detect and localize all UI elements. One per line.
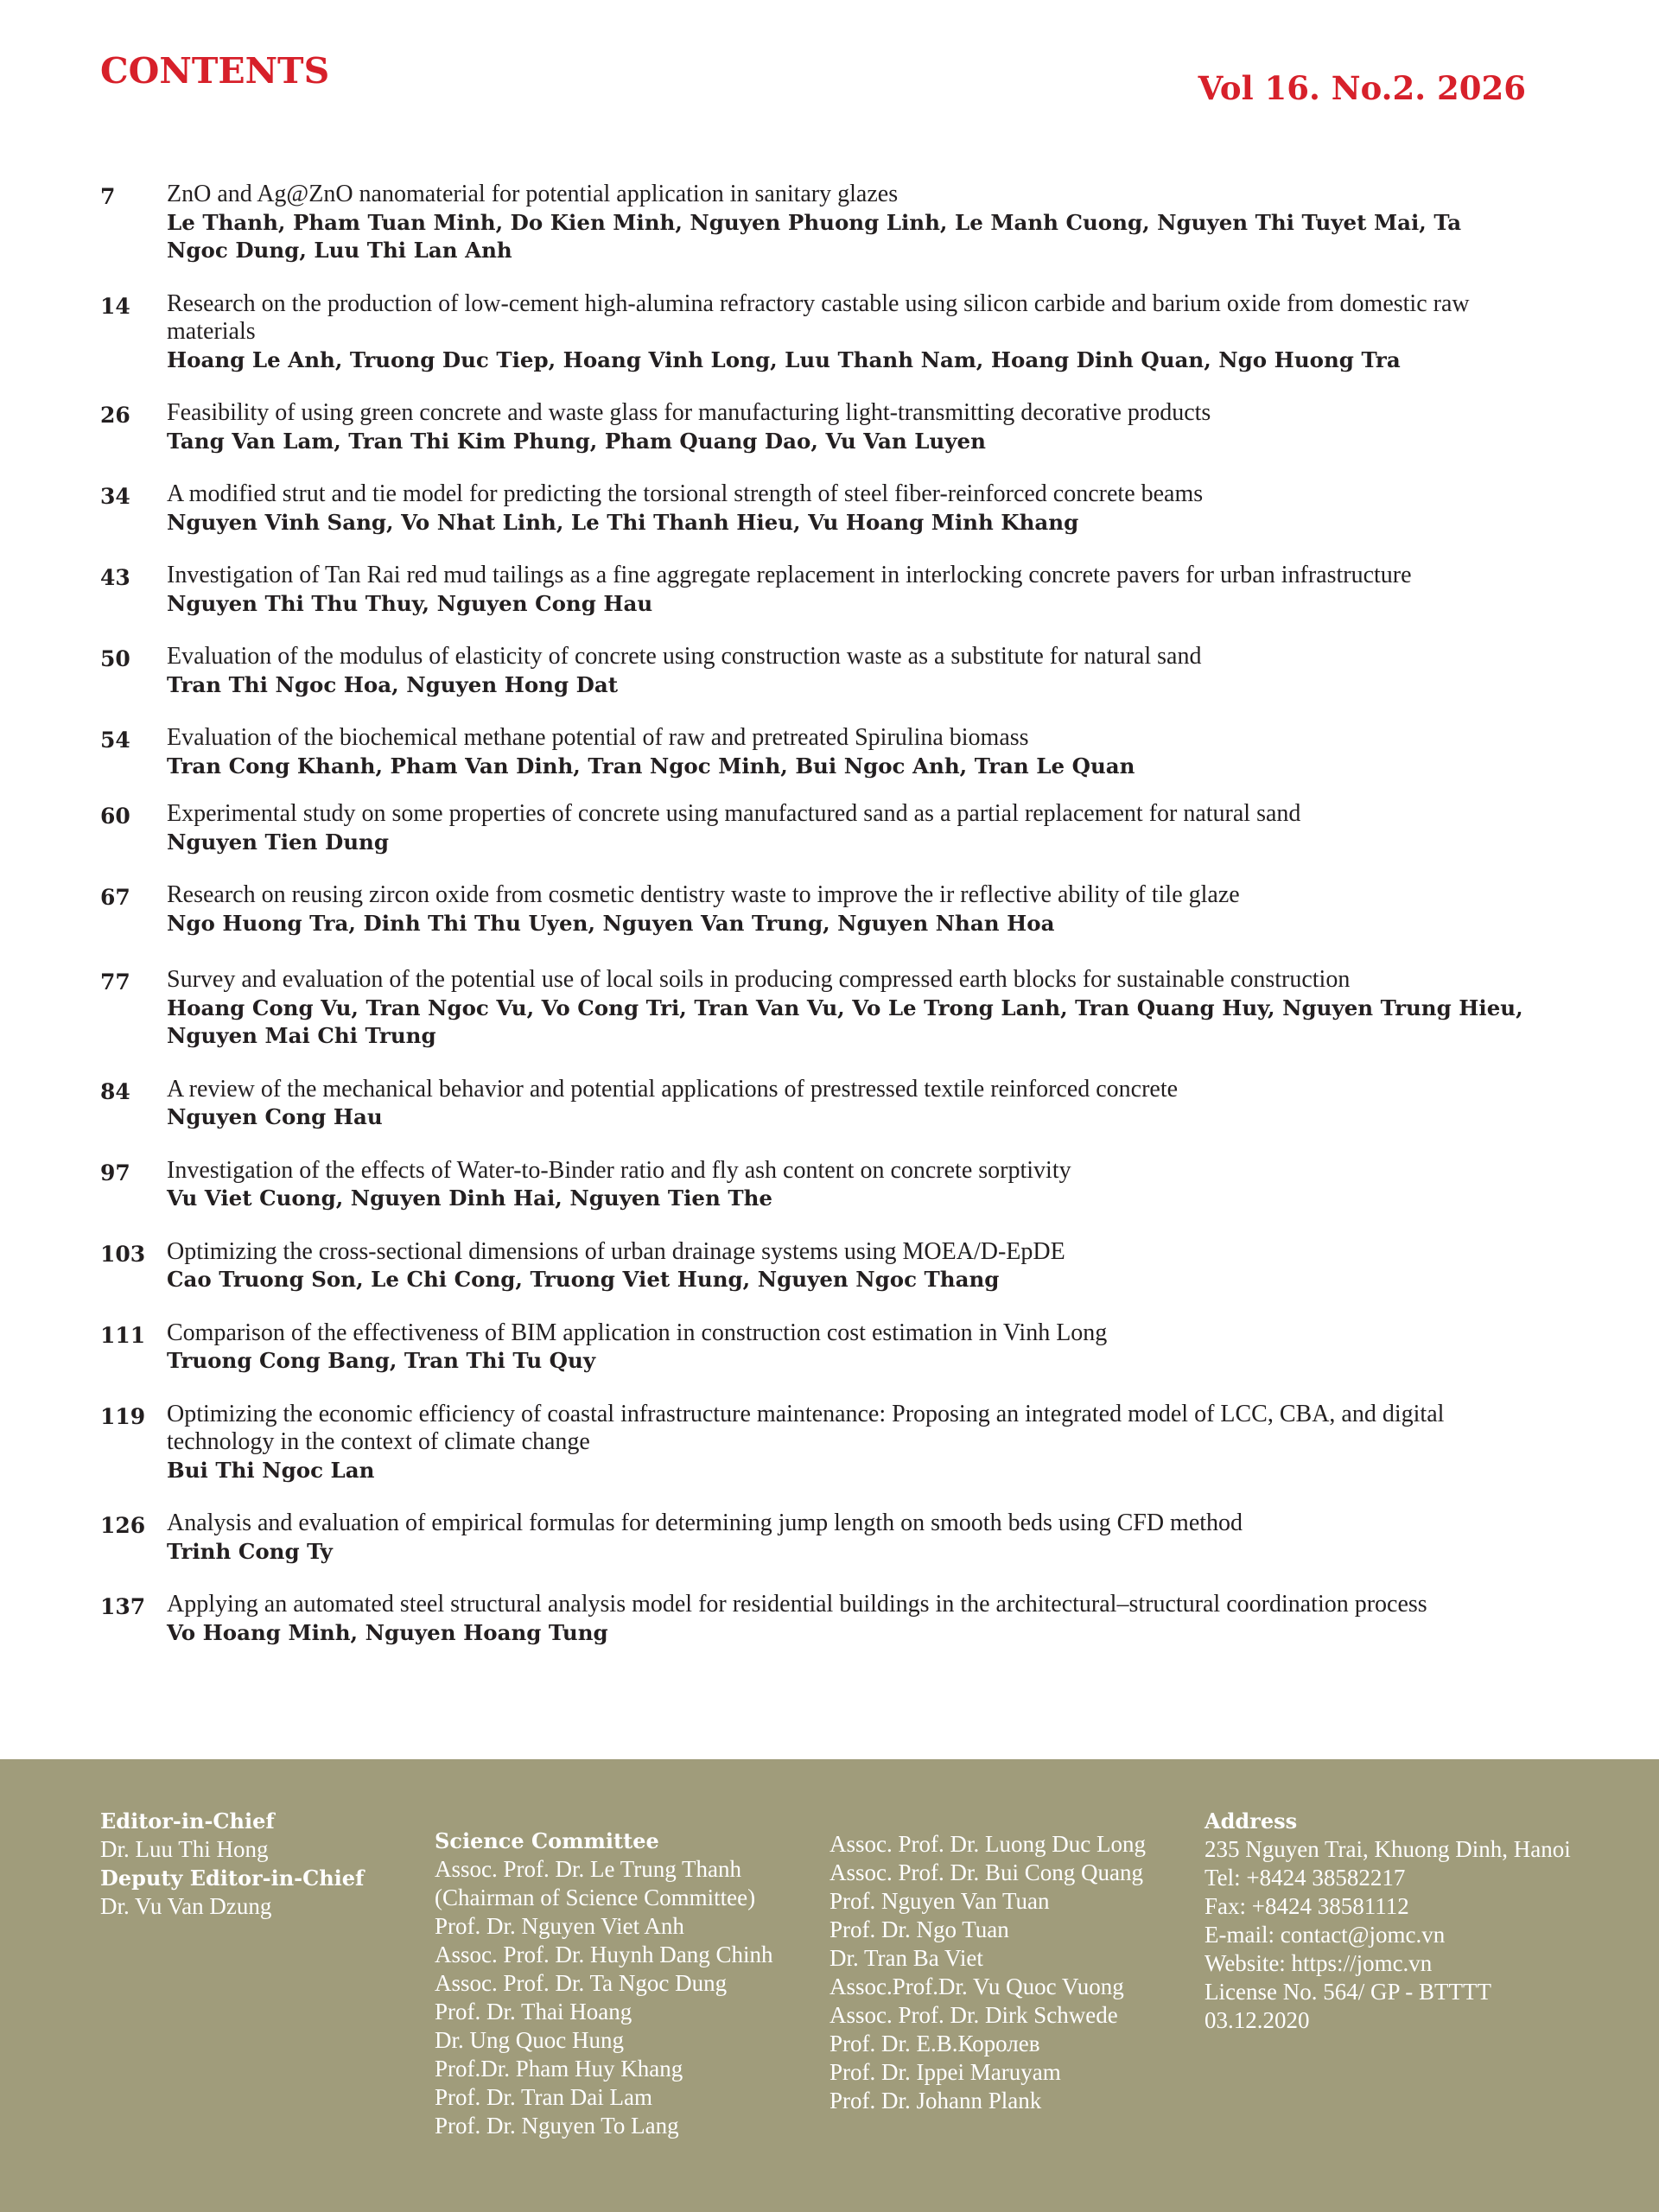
committee-member: Prof. Dr. Ngo Tuan [830,1916,1009,1942]
toc-entry-body [167,1401,1526,1485]
toc-entry [100,480,1526,537]
toc-entry [100,1401,1526,1485]
toc-article-authors: Nguyen Cong Hau [167,1104,383,1129]
committee-member: Prof. Dr. Nguyen Viet Anh [435,1913,684,1939]
page-title: CONTENTS [100,50,330,92]
science-committee-column-1 [435,1827,773,2140]
toc-article-title: Optimizing the economic efficiency of coastal infrastructure maintenance: Proposing an integrated model of LCC, CBA, and digital technology in the context of climate change [167,1400,1445,1455]
science-committee-label: Science Committee [435,1828,659,1853]
toc-entry-body [167,643,1526,699]
toc-article-title: Evaluation of the biochemical methane potential of raw and pretreated Spirulina biomass [167,724,1029,751]
toc-entry [100,399,1526,455]
toc-entry-body [167,881,1526,938]
toc-page-number: 54 [100,728,130,753]
toc-article-authors: Le Thanh, Pham Tuan Minh, Do Kien Minh, Nguyen Phuong Linh, Le Manh Cuong, Nguyen Thi Tuyet Mai, Ta Ngoc Dung, Luu Thi Lan Anh [167,209,1462,263]
address-column [1205,1807,1571,2035]
toc-entry-body [167,1510,1526,1566]
masthead-footer [0,1759,1659,2212]
toc-entry-body [167,724,1526,780]
toc-page-number: 60 [100,804,130,829]
toc-entry [100,643,1526,699]
toc-article-authors: Vo Hoang Minh, Nguyen Hoang Tung [167,1619,608,1645]
committee-member: Dr. Tran Ba Viet [830,1945,983,1971]
toc-entry-body [167,181,1526,265]
toc-page-number: 26 [100,403,130,428]
toc-article-authors: Bui Thi Ngoc Lan [167,1457,375,1483]
committee-member: Prof. Dr. Nguyen To Lang [435,2113,679,2139]
toc-article-authors: Ngo Huong Tra, Dinh Thi Thu Uyen, Nguyen Van Trung, Nguyen Nhan Hoa [167,910,1055,936]
toc-page-number: 34 [100,484,130,509]
toc-entry-body [167,1076,1526,1132]
toc-article-title: ZnO and Ag@ZnO nanomaterial for potential application in sanitary glazes [167,181,899,207]
toc-page-number: 126 [100,1513,146,1538]
toc-article-authors: Cao Truong Son, Le Chi Cong, Truong Viet Hung, Nguyen Ngoc Thang [167,1267,1000,1292]
toc-page-number: 77 [100,969,130,995]
editor-in-chief-label: Editor-in-Chief [100,1808,275,1834]
toc-entry [100,290,1526,375]
toc-article-title: Investigation of the effects of Water-to-Binder ratio and fly ash content on concrete sorptivity [167,1156,1071,1184]
address-line: Tel: +8424 38582217 [1205,1865,1406,1891]
committee-member: (Chairman of Science Committee) [435,1885,756,1910]
toc-article-authors: Nguyen Vinh Sang, Vo Nhat Linh, Le Thi Thanh Hieu, Vu Hoang Minh Khang [167,509,1079,535]
committee-member: Assoc. Prof. Dr. Le Trung Thanh [435,1856,742,1882]
address-line: 03.12.2020 [1205,2007,1310,2033]
address-line: 235 Nguyen Trai, Khuong Dinh, Hanoi [1205,1836,1571,1862]
toc-article-authors: Tran Thi Ngoc Hoa, Nguyen Hong Dat [167,671,619,697]
volume-issue: Vol 16. No.2. 2026 [1198,69,1526,107]
toc-entry [100,966,1526,1051]
toc-entry [100,1238,1526,1294]
toc-entry [100,800,1526,856]
toc-article-title: Analysis and evaluation of empirical formulas for determining jump length on smooth beds using CFD method [167,1510,1243,1536]
toc-entry [100,1157,1526,1213]
toc-entry-body [167,800,1526,856]
toc-article-title: A modified strut and tie model for predicting the torsional strength of steel fiber-reinforced concrete beams [167,480,1204,507]
committee-member: Assoc. Prof. Dr. Huynh Dang Chinh [435,1942,773,1967]
toc-article-title: Evaluation of the modulus of elasticity of concrete using construction waste as a substitute for natural sand [167,643,1202,670]
committee-member: Prof. Dr. Ippei Maruyam [830,2059,1061,2085]
toc-article-authors: Trinh Cong Ty [167,1538,333,1564]
toc-page-number: 14 [100,293,130,319]
committee-member: Prof.Dr. Pham Huy Khang [435,2056,683,2082]
toc-article-authors: Vu Viet Cuong, Nguyen Dinh Hai, Nguyen Tien The [167,1185,772,1211]
committee-member: Assoc. Prof. Dr. Ta Ngoc Dung [435,1970,728,1996]
toc-article-title: Research on the production of low-cement high-alumina refractory castable using silicon carbide and barium oxide from domestic raw materials [167,289,1470,345]
toc-entry-body [167,966,1526,1051]
address-line: License No. 564/ GP - BTTTT [1205,1979,1491,2005]
toc-entry-body [167,290,1526,375]
address-line: Website: https://jomc.vn [1205,1950,1433,1976]
editors-column [100,1807,364,1921]
toc-article-title: A review of the mechanical behavior and potential applications of prestressed textile reinforced concrete [167,1075,1179,1103]
committee-member: Assoc. Prof. Dr. Bui Cong Quang [830,1859,1143,1885]
toc-entry-body [167,1238,1526,1294]
toc-page-number: 67 [100,885,130,910]
toc-page-number: 84 [100,1078,130,1104]
toc-page-number: 50 [100,646,130,671]
toc-entry-body [167,562,1526,618]
toc-entry-body [167,1157,1526,1213]
toc-page-number: 43 [100,565,130,590]
table-of-contents [100,181,1526,1647]
toc-article-title: Feasibility of using green concrete and waste glass for manufacturing light-transmitting decorative products [167,399,1211,426]
toc-article-authors: Hoang Le Anh, Truong Duc Tiep, Hoang Vinh Long, Luu Thanh Nam, Hoang Dinh Quan, Ngo Huong Tra [167,346,1401,372]
toc-article-authors: Tang Van Lam, Tran Thi Kim Phung, Pham Quang Dao, Vu Van Luyen [167,428,986,454]
deputy-editor-name: Dr. Vu Van Dzung [100,1893,272,1919]
toc-article-title: Experimental study on some properties of concrete using manufactured sand as a partial replacement for natural sand [167,800,1301,827]
address-label: Address [1205,1808,1298,1834]
toc-article-title: Comparison of the effectiveness of BIM application in construction cost estimation in Vinh Long [167,1319,1108,1346]
toc-entry-body [167,399,1526,455]
toc-article-authors: Truong Cong Bang, Tran Thi Tu Quy [167,1348,596,1373]
toc-entry [100,181,1526,265]
toc-entry [100,1591,1526,1647]
toc-entry [100,562,1526,618]
committee-member: Assoc.Prof.Dr. Vu Quoc Vuong [830,1974,1124,1999]
committee-member: Prof. Dr. Tran Dai Lam [435,2084,652,2110]
toc-entry-body [167,480,1526,537]
committee-member: Assoc. Prof. Dr. Luong Duc Long [830,1831,1146,1857]
toc-article-authors: Tran Cong Khanh, Pham Van Dinh, Tran Ngoc Minh, Bui Ngoc Anh, Tran Le Quan [167,753,1135,779]
toc-article-authors: Nguyen Tien Dung [167,829,389,855]
toc-page-number: 103 [100,1241,146,1267]
toc-entry-body [167,1319,1526,1376]
address-line: Fax: +8424 38581112 [1205,1893,1409,1919]
editor-in-chief-name: Dr. Luu Thi Hong [100,1836,269,1862]
science-committee-column-2 [830,1830,1146,2115]
toc-entry [100,1510,1526,1566]
toc-article-title: Survey and evaluation of the potential use of local soils in producing compressed earth blocks for sustainable construction [167,966,1351,993]
toc-page-number: 137 [100,1594,146,1619]
toc-page-number: 119 [100,1403,146,1429]
deputy-editor-label: Deputy Editor-in-Chief [100,1866,365,1891]
toc-entry [100,1076,1526,1132]
toc-article-title: Applying an automated steel structural analysis model for residential buildings in the architectural–structural coordination process [167,1591,1427,1618]
committee-member: Prof. Dr. Johann Plank [830,2088,1042,2113]
toc-article-title: Research on reusing zircon oxide from cosmetic dentistry waste to improve the ir reflective ability of tile glaze [167,881,1240,908]
toc-page-number: 97 [100,1160,130,1185]
address-line: E-mail: contact@jomc.vn [1205,1922,1446,1948]
committee-member: Prof. Nguyen Van Tuan [830,1888,1050,1914]
committee-member: Prof. Dr. Thai Hoang [435,1999,632,2024]
toc-article-title: Optimizing the cross-sectional dimensions of urban drainage systems using MOEA/D-EpDE [167,1237,1065,1265]
toc-article-authors: Nguyen Thi Thu Thuy, Nguyen Cong Hau [167,590,653,616]
toc-page-number: 7 [100,184,116,209]
toc-article-authors: Hoang Cong Vu, Tran Ngoc Vu, Vo Cong Tri, Tran Van Vu, Vo Le Trong Lanh, Tran Quang Huy, Nguyen Trung Hieu, Nguyen Mai Chi Trung [167,995,1523,1048]
toc-entry [100,881,1526,938]
toc-entry-body [167,1591,1526,1647]
toc-entry [100,724,1526,780]
committee-member: Prof. Dr. E.B.Королев [830,2031,1040,2056]
toc-article-title: Investigation of Tan Rai red mud tailings as a fine aggregate replacement in interlocking concrete pavers for urban infrastructure [167,562,1412,588]
toc-entry [100,1319,1526,1376]
committee-member: Dr. Ung Quoc Hung [435,2027,624,2053]
committee-member: Assoc. Prof. Dr. Dirk Schwede [830,2002,1118,2028]
toc-page-number: 111 [100,1322,146,1348]
